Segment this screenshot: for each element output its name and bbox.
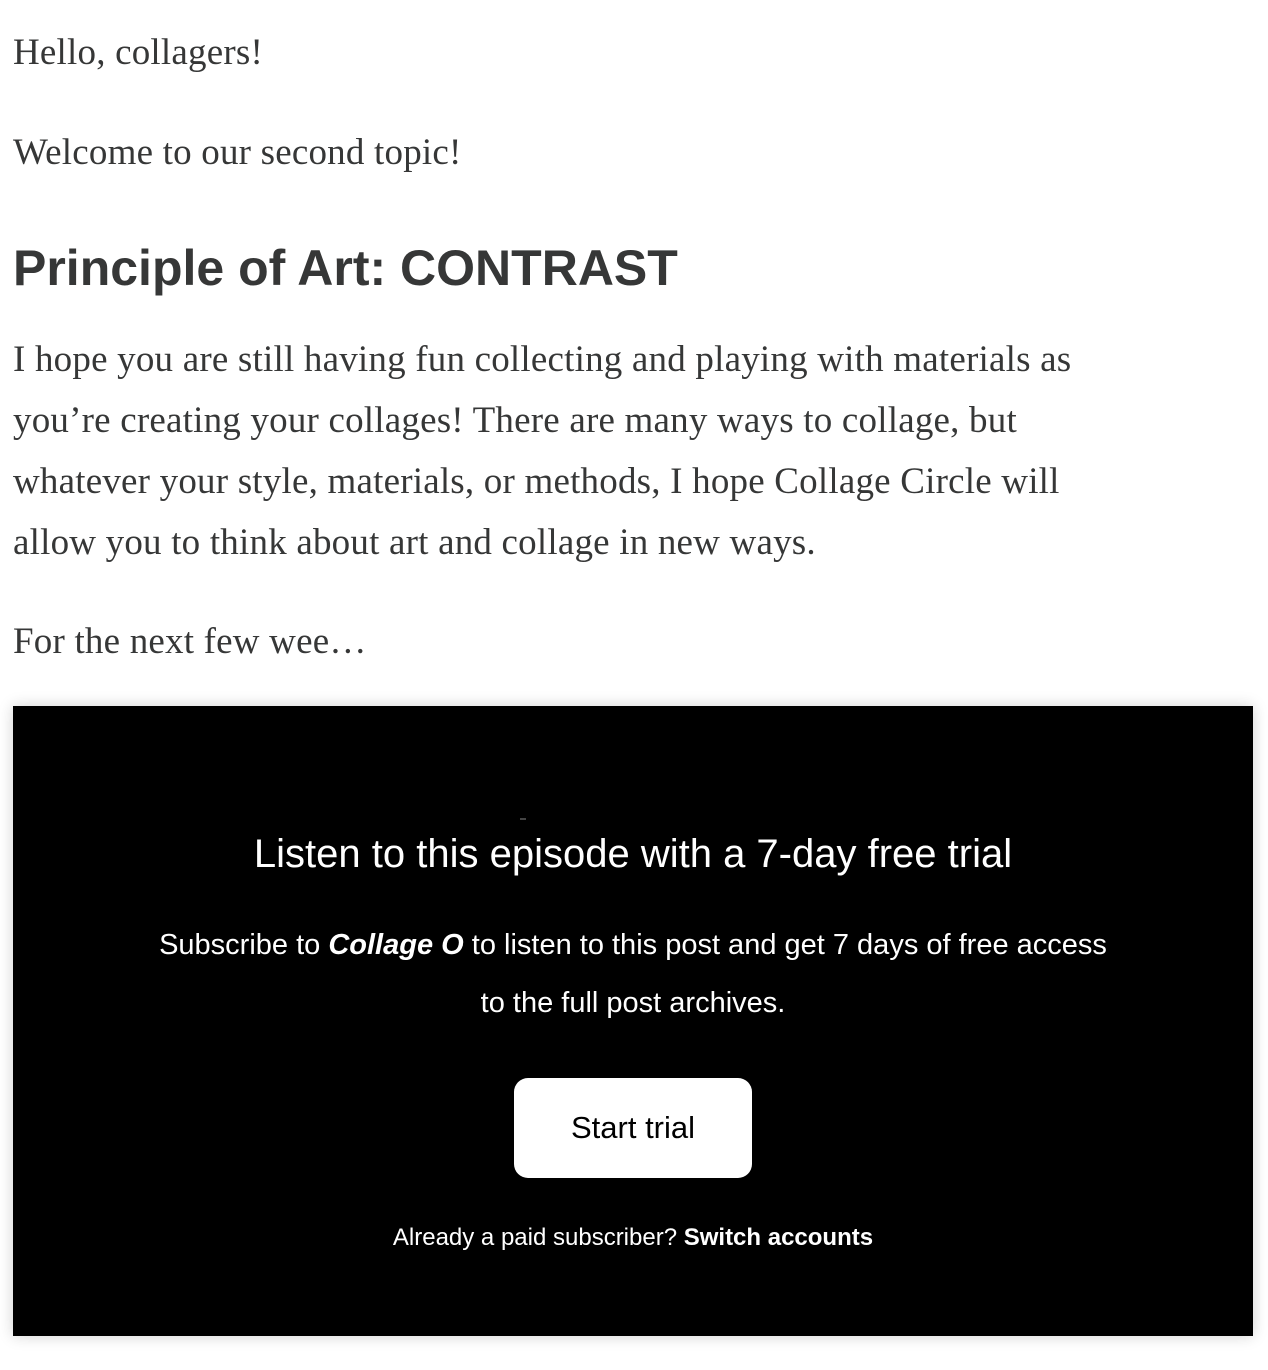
body-line: I hope you are still having fun collecting and playing with materials as <box>13 339 1072 380</box>
paywall-title: Listen to this episode with a 7-day free trial <box>253 832 1013 876</box>
welcome-paragraph: Welcome to our second topic! <box>13 132 462 173</box>
body-line: allow you to think about art and collage in new ways. <box>13 522 816 563</box>
paywall-footer <box>13 1218 1253 1258</box>
paywall-description-line-2: to the full post archives. <box>480 987 786 1019</box>
truncated-paragraph: For the next few wee… <box>13 621 367 662</box>
decorative-dot <box>520 818 526 820</box>
desc-prefix: Subscribe to <box>159 929 329 961</box>
body-paragraph <box>13 329 1213 573</box>
desc-suffix: to listen to this post and get 7 days of free access <box>463 929 1107 961</box>
body-line: whatever your style, materials, or methods, I hope Collage Circle will <box>13 461 1060 502</box>
footer-prefix: Already a paid subscriber? <box>392 1224 684 1251</box>
body-line: you’re creating your collages! There are many ways to collage, but <box>13 400 1017 441</box>
greeting-paragraph: Hello, collagers! <box>13 32 263 73</box>
section-heading: Principle of Art: CONTRAST <box>13 240 678 296</box>
paywall-card <box>13 706 1253 1336</box>
start-trial-button[interactable]: Start trial <box>514 1078 752 1178</box>
paywall-description-line-1 <box>83 916 1183 974</box>
publication-name: Collage O <box>328 929 464 961</box>
switch-accounts-link[interactable]: Switch accounts <box>683 1224 874 1251</box>
paywall-description <box>83 916 1183 1032</box>
